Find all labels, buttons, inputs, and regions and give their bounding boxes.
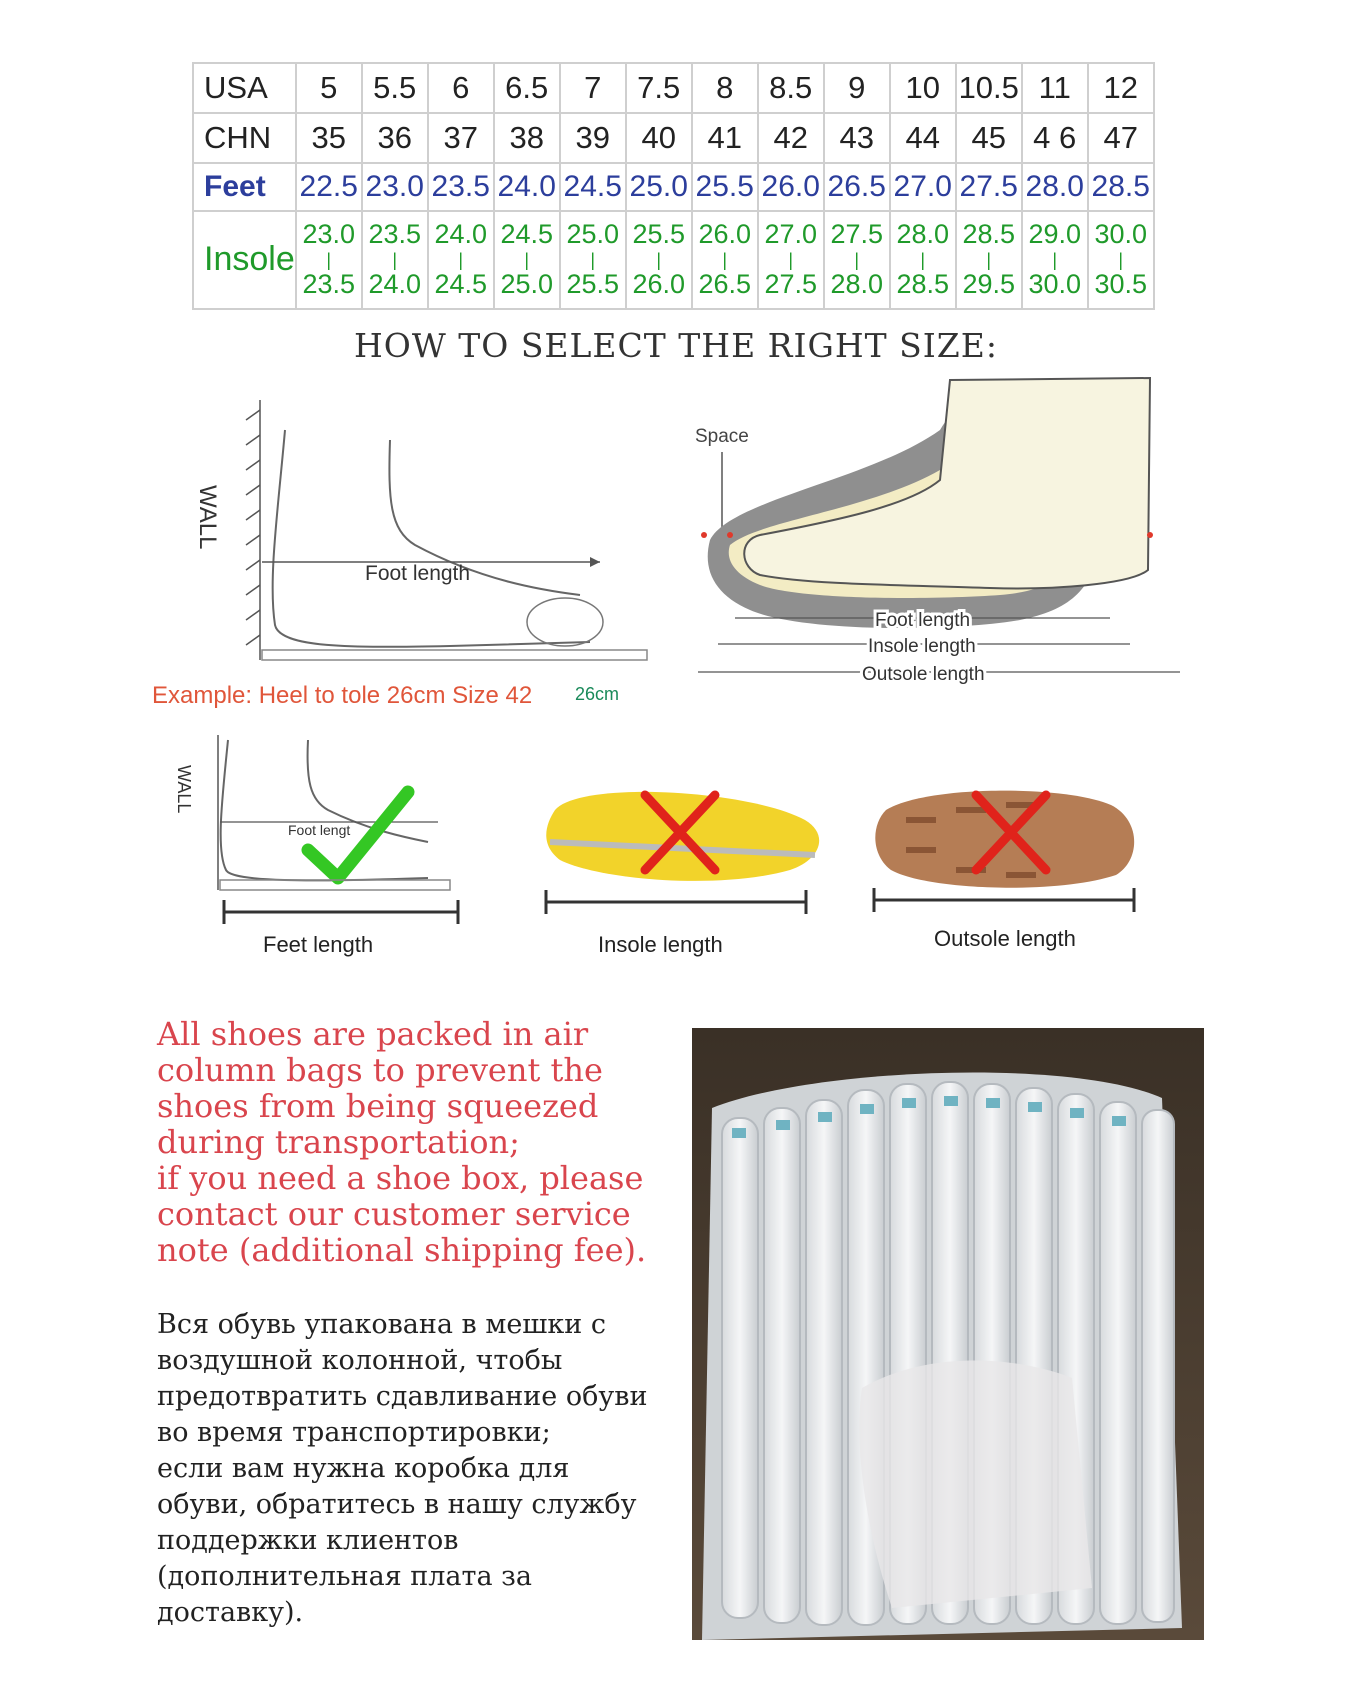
feet-cell: 25.0 xyxy=(626,163,692,211)
wall-hatch xyxy=(246,400,260,660)
insole-length-label: Insole length xyxy=(598,932,723,957)
chn-cell: 45 xyxy=(956,113,1022,163)
chn-size-row xyxy=(193,113,1154,163)
foot-wall-diagram xyxy=(150,390,680,720)
packing-en-line: if you need a shoe box, please xyxy=(157,1159,644,1197)
packing-en-line: column bags to prevent the xyxy=(157,1051,603,1089)
packing-ru-line: если вам нужна коробка для xyxy=(157,1453,570,1484)
feet-cell: 25.5 xyxy=(692,163,758,211)
correct-measure-diagram xyxy=(158,720,498,960)
insole-cell xyxy=(428,211,494,309)
ruler xyxy=(262,650,647,660)
feet-cell: 27.0 xyxy=(890,163,956,211)
insole-max: 24.5 xyxy=(434,269,488,299)
insole-cell xyxy=(956,211,1022,309)
insole-separator: | xyxy=(656,250,662,270)
usa-cell: 10.5 xyxy=(956,63,1022,113)
insole-separator: | xyxy=(326,250,332,270)
insole-max: 28.5 xyxy=(896,269,950,299)
chn-cell: 43 xyxy=(824,113,890,163)
foot-length-label: Foot length xyxy=(365,562,471,585)
insole-cell xyxy=(1088,211,1154,309)
feet-length-label: Feet length xyxy=(263,932,374,957)
feet-cell: 28.5 xyxy=(1088,163,1154,211)
insole-separator: | xyxy=(1052,250,1058,270)
foot-in-shoe xyxy=(744,378,1150,588)
feet-cell: 22.5 xyxy=(296,163,362,211)
outsole-diagram xyxy=(866,780,1156,960)
insole-max: 23.5 xyxy=(302,269,356,299)
insole-cell xyxy=(758,211,824,309)
feet-cell: 23.0 xyxy=(362,163,428,211)
chn-cell: 36 xyxy=(362,113,428,163)
insole-cell xyxy=(1022,211,1088,309)
packing-ru-line: поддержки клиентов xyxy=(157,1525,459,1556)
packing-ru-line: (дополнительная плата за xyxy=(157,1561,532,1592)
insole-separator: | xyxy=(590,250,596,270)
usa-cell: 5.5 xyxy=(362,63,428,113)
insole-min: 28.0 xyxy=(896,219,950,250)
insole-min: 23.5 xyxy=(368,219,422,250)
insole-separator: | xyxy=(392,250,398,270)
example-caption: Example: Heel to tole 26cm Size 42 xyxy=(152,682,533,709)
insole-max: 28.0 xyxy=(830,269,884,299)
feet-header: Feet xyxy=(193,163,296,211)
packing-en-line: contact our customer service xyxy=(157,1195,631,1233)
insole-min: 27.0 xyxy=(764,219,818,250)
insole-separator: | xyxy=(986,250,992,270)
usa-cell: 8.5 xyxy=(758,63,824,113)
insole-separator: | xyxy=(854,250,860,270)
insole-max: 26.0 xyxy=(632,269,686,299)
usa-cell: 10 xyxy=(890,63,956,113)
insole-min: 26.0 xyxy=(698,219,752,250)
wall-label: WALL xyxy=(194,485,221,550)
chn-cell: 35 xyxy=(296,113,362,163)
chn-cell: 44 xyxy=(890,113,956,163)
usa-cell: 5 xyxy=(296,63,362,113)
chn-cell: 41 xyxy=(692,113,758,163)
measure-value: 26cm xyxy=(575,684,620,704)
usa-cell: 6 xyxy=(428,63,494,113)
insole-min: 24.5 xyxy=(500,219,554,250)
packing-ru-line: доставку). xyxy=(157,1597,304,1628)
usa-header: USA xyxy=(193,63,296,113)
insole-min: 25.5 xyxy=(632,219,686,250)
feet-cell: 24.5 xyxy=(560,163,626,211)
feet-cell: 27.5 xyxy=(956,163,1022,211)
usa-cell: 7 xyxy=(560,63,626,113)
insole-cell xyxy=(494,211,560,309)
insole-min: 29.0 xyxy=(1028,219,1082,250)
outsole-length-label: Outsole length xyxy=(934,926,1076,951)
chn-cell: 47 xyxy=(1088,113,1154,163)
insole-max: 30.0 xyxy=(1028,269,1082,299)
usa-cell: 6.5 xyxy=(494,63,560,113)
feet-cell: 24.0 xyxy=(494,163,560,211)
foot-outline xyxy=(273,430,590,647)
chn-cell: 39 xyxy=(560,113,626,163)
insole-separator: | xyxy=(524,250,530,270)
chn-cell: 38 xyxy=(494,113,560,163)
packing-en-line: during transportation; xyxy=(157,1123,520,1161)
insole-separator: | xyxy=(788,250,794,270)
size-chart-table xyxy=(192,62,1155,310)
usa-size-row xyxy=(193,63,1154,113)
insole-max: 30.5 xyxy=(1094,269,1148,299)
packing-ru-line: Вся обувь упакована в мешки с xyxy=(157,1309,606,1340)
usa-cell: 8 xyxy=(692,63,758,113)
insole-separator: | xyxy=(458,250,464,270)
shoe-outsole-length-label: Outsole length xyxy=(862,664,985,685)
size-guide-title: HOW TO SELECT THE RIGHT SIZE: xyxy=(354,326,998,365)
insole-max: 26.5 xyxy=(698,269,752,299)
insole-separator: | xyxy=(920,250,926,270)
shoe-section-diagram xyxy=(690,370,1190,710)
insole-cell xyxy=(362,211,428,309)
feet-cell: 26.5 xyxy=(824,163,890,211)
chn-cell: 4 6 xyxy=(1022,113,1088,163)
insole-max: 24.0 xyxy=(368,269,422,299)
insole-min: 27.5 xyxy=(830,219,884,250)
insole-separator: | xyxy=(1118,250,1124,270)
shoe-foot-length-label: Foot length xyxy=(875,610,971,631)
packing-notice-ru xyxy=(157,1307,697,1631)
insole-cell xyxy=(626,211,692,309)
feet-cell: 28.0 xyxy=(1022,163,1088,211)
insole-max: 27.5 xyxy=(764,269,818,299)
usa-cell: 7.5 xyxy=(626,63,692,113)
insole-separator: | xyxy=(722,250,728,270)
wall-label-small: WALL xyxy=(174,765,194,814)
toes-outline xyxy=(527,598,603,646)
insole-cell xyxy=(296,211,362,309)
insole-min: 28.5 xyxy=(962,219,1016,250)
insole-max: 25.5 xyxy=(566,269,620,299)
chn-cell: 37 xyxy=(428,113,494,163)
feet-cell: 26.0 xyxy=(758,163,824,211)
insole-min: 30.0 xyxy=(1094,219,1148,250)
usa-cell: 11 xyxy=(1022,63,1088,113)
insole-cell xyxy=(824,211,890,309)
insole-header: Insole xyxy=(193,211,296,309)
packing-en-line: shoes from being squeezed xyxy=(157,1087,599,1125)
packing-notice-en xyxy=(157,1016,697,1268)
insole-max: 29.5 xyxy=(962,269,1016,299)
foot-length-small-label: Foot lengt xyxy=(288,822,351,838)
insole-min: 25.0 xyxy=(566,219,620,250)
packing-ru-line: обуви, обратитесь в нашу службу xyxy=(157,1489,637,1520)
insole-size-row xyxy=(193,211,1154,309)
insole-diagram xyxy=(540,780,830,960)
chn-cell: 40 xyxy=(626,113,692,163)
packing-ru-line: воздушной колонной, чтобы xyxy=(157,1345,563,1376)
chn-cell: 42 xyxy=(758,113,824,163)
insole-min: 24.0 xyxy=(434,219,488,250)
packing-ru-line: во время транспортировки; xyxy=(157,1417,551,1448)
insole-max: 25.0 xyxy=(500,269,554,299)
space-label: Space xyxy=(695,426,749,447)
insole-cell xyxy=(890,211,956,309)
packing-en-line: All shoes are packed in air xyxy=(157,1015,589,1053)
shoe-insole-length-label: Insole length xyxy=(868,636,976,657)
chn-header: CHN xyxy=(193,113,296,163)
packing-en-line: note (additional shipping fee). xyxy=(157,1231,647,1269)
feet-cell: 23.5 xyxy=(428,163,494,211)
air-column-bag-photo xyxy=(692,1028,1204,1640)
insole-cell xyxy=(560,211,626,309)
feet-size-row xyxy=(193,163,1154,211)
usa-cell: 12 xyxy=(1088,63,1154,113)
insole-min: 23.0 xyxy=(302,219,356,250)
packing-ru-line: предотвратить сдавливание обуви xyxy=(157,1381,648,1412)
usa-cell: 9 xyxy=(824,63,890,113)
insole-cell xyxy=(692,211,758,309)
